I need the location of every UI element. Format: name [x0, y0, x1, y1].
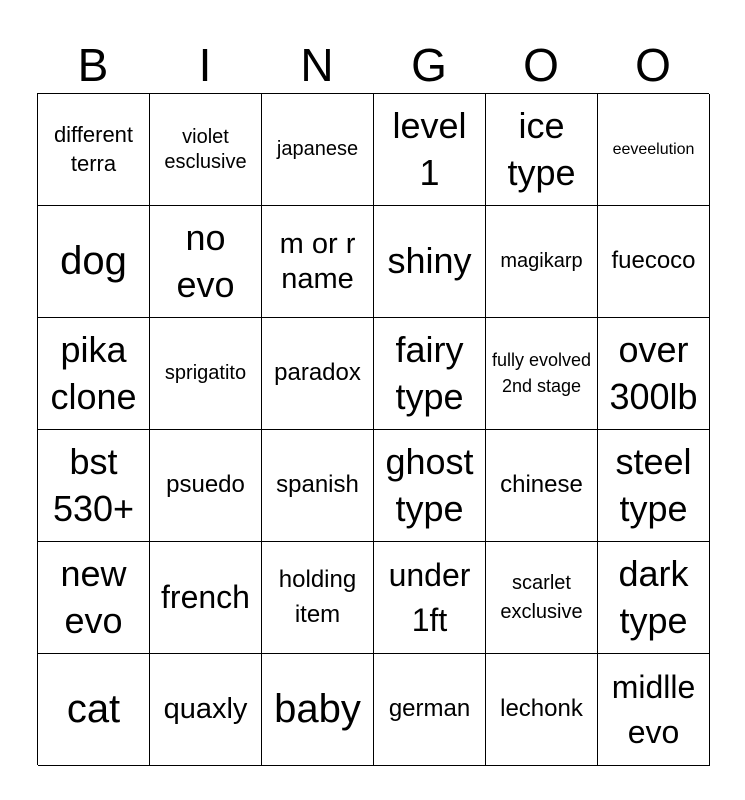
bingo-cell[interactable]: spanish — [262, 430, 374, 542]
bingo-cell[interactable]: psuedo — [150, 430, 262, 542]
bingo-cell[interactable]: magikarp — [486, 206, 598, 318]
bingo-cell[interactable]: shiny — [374, 206, 486, 318]
bingo-cell[interactable]: m or r name — [262, 206, 374, 318]
bingo-cell[interactable]: bst 530+ — [38, 430, 150, 542]
bingo-cell[interactable]: german — [374, 654, 486, 766]
bingo-cell[interactable]: japanese — [262, 94, 374, 206]
bingo-cell[interactable]: different terra — [38, 94, 150, 206]
header-letter-i: I — [198, 39, 212, 91]
header-letter-o-2: O — [635, 39, 671, 91]
bingo-cell[interactable]: baby — [262, 654, 374, 766]
bingo-cell[interactable]: sprigatito — [150, 318, 262, 430]
bingo-cell[interactable]: eeveelution — [598, 94, 710, 206]
bingo-cell[interactable]: fully evolved 2nd stage — [486, 318, 598, 430]
bingo-cell[interactable]: new evo — [38, 542, 150, 654]
bingo-cell[interactable]: cat — [38, 654, 150, 766]
header-letter-n: N — [300, 39, 334, 91]
header-letter-g: G — [411, 39, 447, 91]
bingo-cell[interactable]: pika clone — [38, 318, 150, 430]
bingo-cell[interactable]: holding item — [262, 542, 374, 654]
header-letter-o: O — [523, 39, 559, 91]
bingo-cell[interactable]: no evo — [150, 206, 262, 318]
bingo-cell[interactable]: quaxly — [150, 654, 262, 766]
bingo-header — [37, 38, 709, 92]
bingo-cell[interactable]: paradox — [262, 318, 374, 430]
bingo-cell[interactable]: ghost type — [374, 430, 486, 542]
bingo-cell[interactable]: steel type — [598, 430, 710, 542]
bingo-cell[interactable]: french — [150, 542, 262, 654]
bingo-cell[interactable]: violet esclusive — [150, 94, 262, 206]
bingo-cell[interactable]: fairy type — [374, 318, 486, 430]
bingo-cell[interactable]: over 300lb — [598, 318, 710, 430]
bingo-cell[interactable]: fuecoco — [598, 206, 710, 318]
bingo-cell[interactable]: lechonk — [486, 654, 598, 766]
bingo-cell[interactable]: scarlet exclusive — [486, 542, 598, 654]
header-letter-b: B — [77, 39, 109, 91]
bingo-cell[interactable]: dog — [38, 206, 150, 318]
bingo-cell[interactable]: ice type — [486, 94, 598, 206]
bingo-cell[interactable]: midlle evo — [598, 654, 710, 766]
bingo-grid — [37, 93, 709, 765]
bingo-cell[interactable]: under 1ft — [374, 542, 486, 654]
bingo-cell[interactable]: level 1 — [374, 94, 486, 206]
bingo-cell[interactable]: dark type — [598, 542, 710, 654]
bingo-cell[interactable]: chinese — [486, 430, 598, 542]
